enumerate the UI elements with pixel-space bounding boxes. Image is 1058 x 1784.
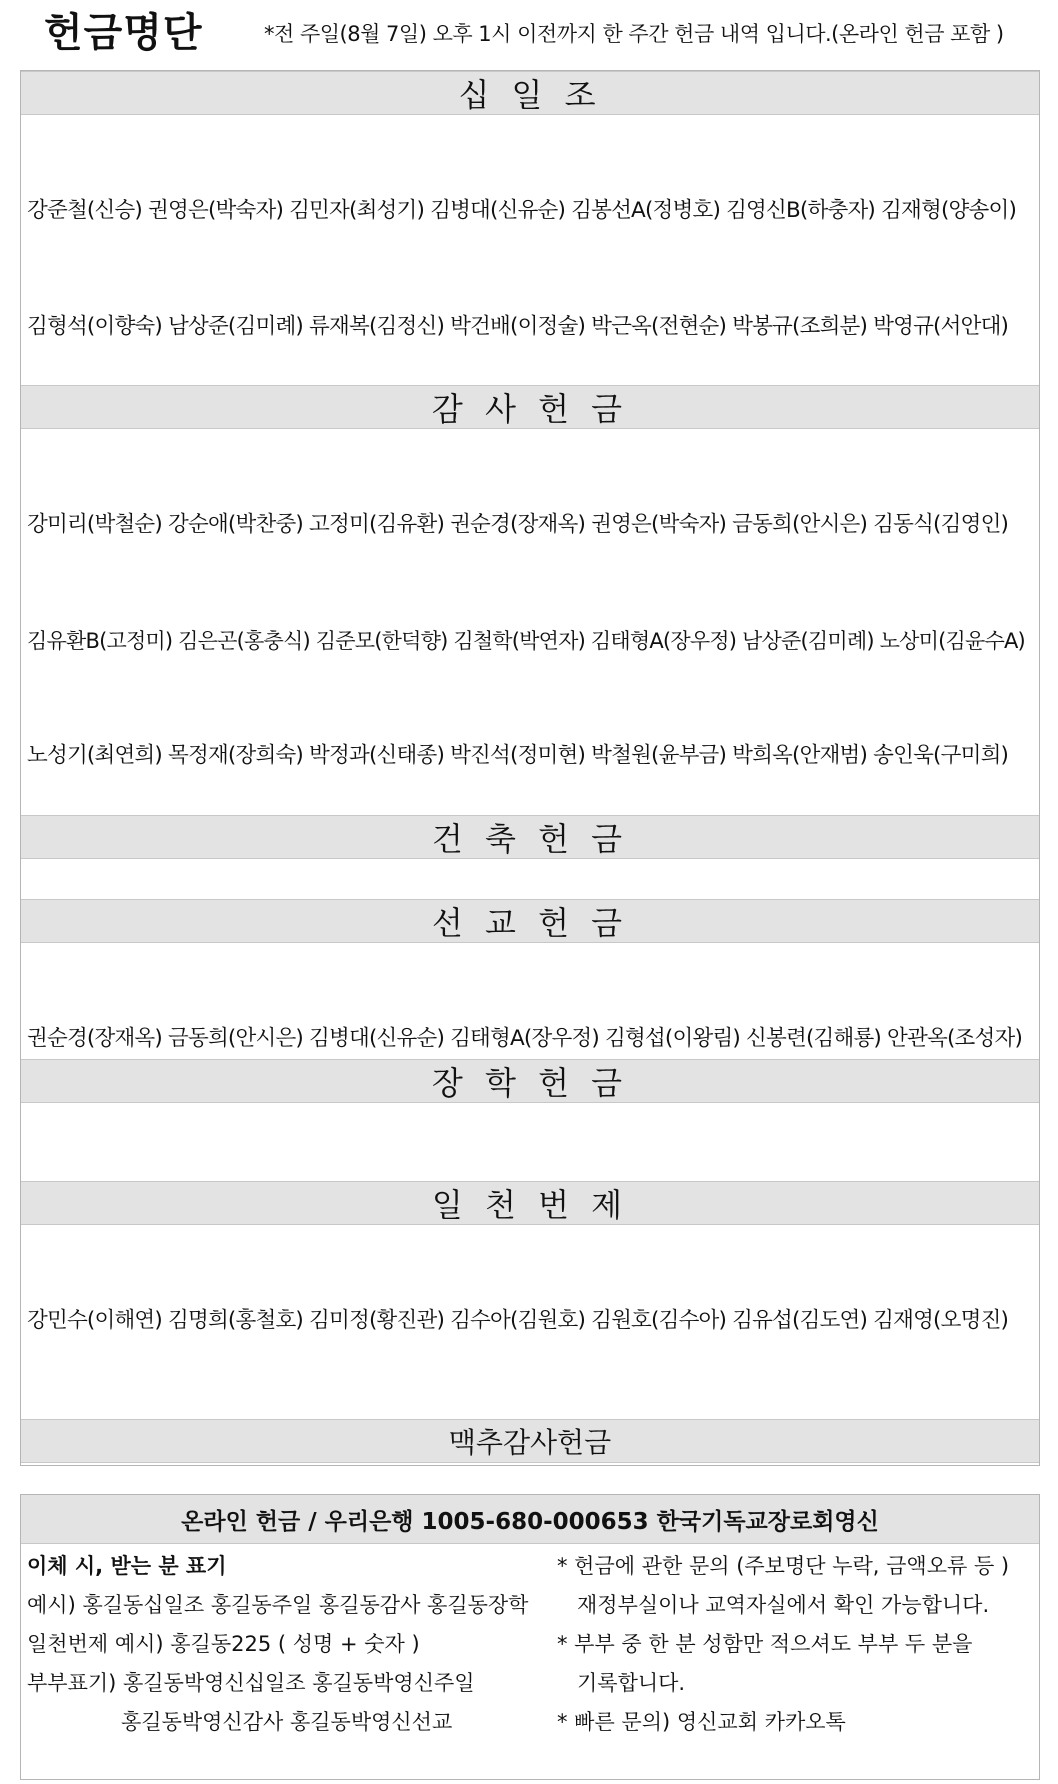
offering-inquiry-notes — [557, 1547, 1037, 1742]
name-line: 권순경(장재옥) 금동희(안시은) 김병대(신유순) 김태형A(장우정) 김형섭(이왕림) 신봉련(김해룡) 안관옥(조성자) — [27, 1026, 1023, 1051]
section-body-thanksgiving — [27, 429, 1033, 815]
name-line: 김형석(이향숙) 남상준(김미례) 류재복(김정신) 박건배(이정술) 박근옥(전현순) 박봉규(조희분) 박영규(서안대) — [27, 313, 1009, 339]
name-line: 노성기(최연희) 목정재(장희숙) 박정과(신태종) 박진석(정미현) 박철원(윤부금) 박희옥(안재범) 송인욱(구미희) — [27, 743, 1009, 768]
section-title-tithe: 십 일 조 — [21, 71, 1039, 115]
page-title: 헌금명단 — [44, 10, 203, 56]
note-line: * 빠른 문의) 영신교회 카카오톡 — [557, 1710, 846, 1734]
note-line: 재정부실이나 교역자실에서 확인 가능합니다. — [577, 1593, 990, 1617]
section-body-building — [27, 859, 1033, 899]
online-offering-info — [20, 1494, 1040, 1780]
section-title-building: 건 축 헌 금 — [21, 815, 1039, 859]
section-body-thousand-offering — [27, 1225, 1033, 1419]
note-line: * 부부 중 한 분 성함만 적으셔도 부부 두 분을 — [557, 1632, 973, 1656]
section-body-mission — [27, 943, 1033, 1059]
section-body-harvest-thanksgiving-lines — [26, 1450, 1032, 1490]
header-note: *전 주일(8월 7일) 오후 1시 이전까지 한 주간 헌금 내역 입니다.(온라인 헌금 포함 ) — [264, 22, 1004, 46]
transfer-guide-title: 이체 시, 받는 분 표기 — [27, 1554, 227, 1578]
section-title-harvest-thanksgiving: 맥추감사헌금 — [21, 1419, 1039, 1463]
name-line: 강준철(신승) 권영은(박숙자) 김민자(최성기) 김병대(신유순) 김봉선A(정병호) 김영신B(하충자) 김재형(양송이) — [27, 198, 1017, 223]
transfer-example-line: 일천번제 예시) 홍길동225 ( 성명 + 숫자 ) — [27, 1632, 420, 1656]
transfer-example-line: 홍길동박영신감사 홍길동박영신선교 — [121, 1710, 453, 1734]
section-title-mission: 선 교 헌 금 — [21, 899, 1039, 943]
name-line: 김유환B(고정미) 김은곤(홍충식) 김준모(한덕향) 김철학(박연자) 김태형A(장우정) 남상준(김미례) 노상미(김윤수A) — [27, 628, 1025, 653]
section-title-thousand-offering: 일 천 번 제 — [21, 1181, 1039, 1225]
note-line: 기록합니다. — [577, 1671, 686, 1695]
transfer-example-line: 예시) 홍길동십일조 홍길동주일 홍길동감사 홍길동장학 — [27, 1593, 529, 1617]
transfer-label-guide — [27, 1547, 547, 1742]
section-title-scholarship: 장 학 헌 금 — [21, 1059, 1039, 1103]
offering-sections — [20, 70, 1040, 1466]
section-body-scholarship — [27, 1103, 1033, 1181]
name-line: 강민수(이해연) 김명희(홍철호) 김미정(황진관) 김수아(김원호) 김원호(김수아) 김유섭(김도연) 김재영(오명진) — [27, 1308, 1009, 1333]
note-line: * 헌금에 관한 문의 (주보명단 누락, 금액오류 등 ) — [557, 1554, 1010, 1578]
name-line: 강미리(박철순) 강순애(박찬중) 고정미(김유환) 권순경(장재옥) 권영은(박숙자) 금동희(안시은) 김동식(김영인) — [27, 512, 1009, 537]
online-offering-account: 온라인 헌금 / 우리은행 1005-680-000653 한국기독교장로회영신 — [21, 1495, 1039, 1544]
page-header — [20, 0, 1050, 66]
section-title-thanksgiving: 감 사 헌 금 — [21, 385, 1039, 429]
transfer-example-line: 부부표기) 홍길동박영신십일조 홍길동박영신주일 — [27, 1671, 475, 1695]
section-body-tithe — [27, 115, 1033, 385]
